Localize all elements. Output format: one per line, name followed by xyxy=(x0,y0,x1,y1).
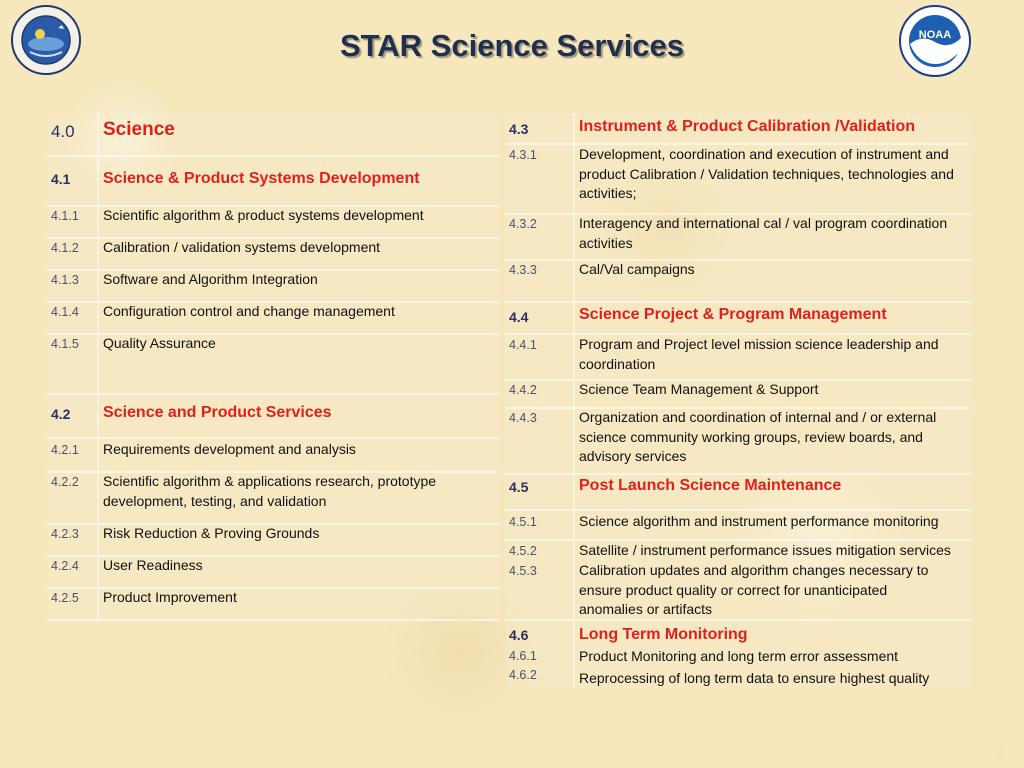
item-number: 4.2.1 xyxy=(51,443,79,457)
item-text: Science algorithm and instrument performance monitoring xyxy=(579,513,939,529)
item-number: 4.5.2 xyxy=(509,544,537,558)
item-number: 4.1.5 xyxy=(51,337,79,351)
left-outline-table xyxy=(47,113,499,621)
list-item xyxy=(505,259,971,303)
list-item xyxy=(47,269,499,303)
item-number: 4.5.1 xyxy=(509,515,537,529)
item-text: Calibration updates and algorithm changes necessary to ensure product quality or correct for unanticipated anomalies or artifacts xyxy=(579,562,929,617)
list-item xyxy=(505,113,971,145)
item-number: 4.1.4 xyxy=(51,305,79,319)
item-number: 4.3.3 xyxy=(509,263,537,277)
list-item xyxy=(505,619,971,689)
section-heading: Post Launch Science Maintenance xyxy=(579,477,842,494)
item-text: Science Team Management & Support xyxy=(579,381,819,397)
item-number: 4.1.1 xyxy=(51,209,79,223)
item-text: Calibration / validation systems development xyxy=(103,239,381,255)
item-number: 4.6.2 xyxy=(509,668,537,682)
list-item xyxy=(505,509,971,541)
item-text: Reprocessing of long term data to ensure highest quality xyxy=(579,670,930,686)
item-text: Cal/Val campaigns xyxy=(579,261,695,277)
section-number: 4.1 xyxy=(51,171,71,187)
item-text: Scientific algorithm & product systems development xyxy=(103,207,424,223)
section-number: 4.5 xyxy=(509,479,529,495)
section-number: 4.3 xyxy=(509,121,529,137)
list-item xyxy=(505,213,971,261)
section-number: 4.2 xyxy=(51,406,71,422)
section-number: 4.0 xyxy=(51,122,75,141)
list-item xyxy=(47,205,499,239)
list-item xyxy=(47,555,499,589)
item-text: Program and Project level mission science leadership and coordination xyxy=(579,336,939,372)
item-number: 4.2.2 xyxy=(51,475,79,489)
list-item xyxy=(505,473,971,511)
section-heading: Long Term Monitoring xyxy=(579,626,748,643)
item-number: 4.2.3 xyxy=(51,527,79,541)
item-text: Quality Assurance xyxy=(103,335,216,351)
item-number: 4.3.2 xyxy=(509,217,537,231)
section-heading: Science xyxy=(103,119,175,140)
section-heading: Instrument & Product Calibration /Validation xyxy=(579,118,916,135)
item-number: 4.4.1 xyxy=(509,338,537,352)
list-item xyxy=(47,301,499,335)
section-number: 4.6 xyxy=(509,627,529,643)
item-text: Product Improvement xyxy=(103,589,237,605)
list-item xyxy=(505,379,971,409)
list-item xyxy=(505,539,971,621)
item-number: 4.4.3 xyxy=(509,411,537,425)
item-text: Interagency and international cal / val program coordination activities xyxy=(579,215,948,251)
item-text: Configuration control and change management xyxy=(103,303,395,319)
list-item xyxy=(47,587,499,621)
item-number: 4.6.1 xyxy=(509,649,537,663)
list-item xyxy=(47,237,499,271)
item-number: 4.1.3 xyxy=(51,273,79,287)
list-item xyxy=(47,523,499,557)
item-number: 4.1.2 xyxy=(51,241,79,255)
right-outline-table xyxy=(505,113,971,689)
section-heading: Science Project & Program Management xyxy=(579,306,887,323)
page-title: STAR Science Services xyxy=(339,28,685,63)
page-number: 3 xyxy=(996,744,1004,760)
item-text: Organization and coordination of internal and / or external science community working groups, review boards, and advisory services xyxy=(579,409,937,464)
list-item xyxy=(47,471,499,525)
list-item xyxy=(505,301,971,335)
item-text: Software and Algorithm Integration xyxy=(103,271,318,287)
section-heading: Science and Product Services xyxy=(103,404,332,421)
list-item xyxy=(47,437,499,473)
section-heading: Science & Product Systems Development xyxy=(103,170,420,187)
list-item xyxy=(47,393,499,439)
item-number: 4.4.2 xyxy=(509,383,537,397)
noaa-logo-text: NOAA xyxy=(918,29,952,41)
item-text: Satellite / instrument performance issues mitigation services xyxy=(579,542,951,558)
item-number: 4.3.1 xyxy=(509,148,537,162)
list-item xyxy=(505,407,971,475)
item-number: 4.2.5 xyxy=(51,591,79,605)
section-number: 4.4 xyxy=(509,309,529,325)
list-item xyxy=(47,113,499,157)
list-item xyxy=(47,155,499,207)
noaa-logo xyxy=(898,4,972,83)
list-item xyxy=(505,143,971,215)
list-item xyxy=(505,333,971,381)
item-number: 4.5.3 xyxy=(509,564,537,578)
list-item xyxy=(47,333,499,395)
item-text: Scientific algorithm & applications research, prototype development, testing, and validation xyxy=(103,473,437,509)
item-text: Development, coordination and execution of instrument and product Calibration / Validation techniques, technologies and activities; xyxy=(579,146,954,201)
item-text: User Readiness xyxy=(103,557,203,573)
item-number: 4.2.4 xyxy=(51,559,79,573)
item-text: Risk Reduction & Proving Grounds xyxy=(103,525,320,541)
item-text: Requirements development and analysis xyxy=(103,441,356,457)
item-text: Product Monitoring and long term error assessment xyxy=(579,648,899,664)
